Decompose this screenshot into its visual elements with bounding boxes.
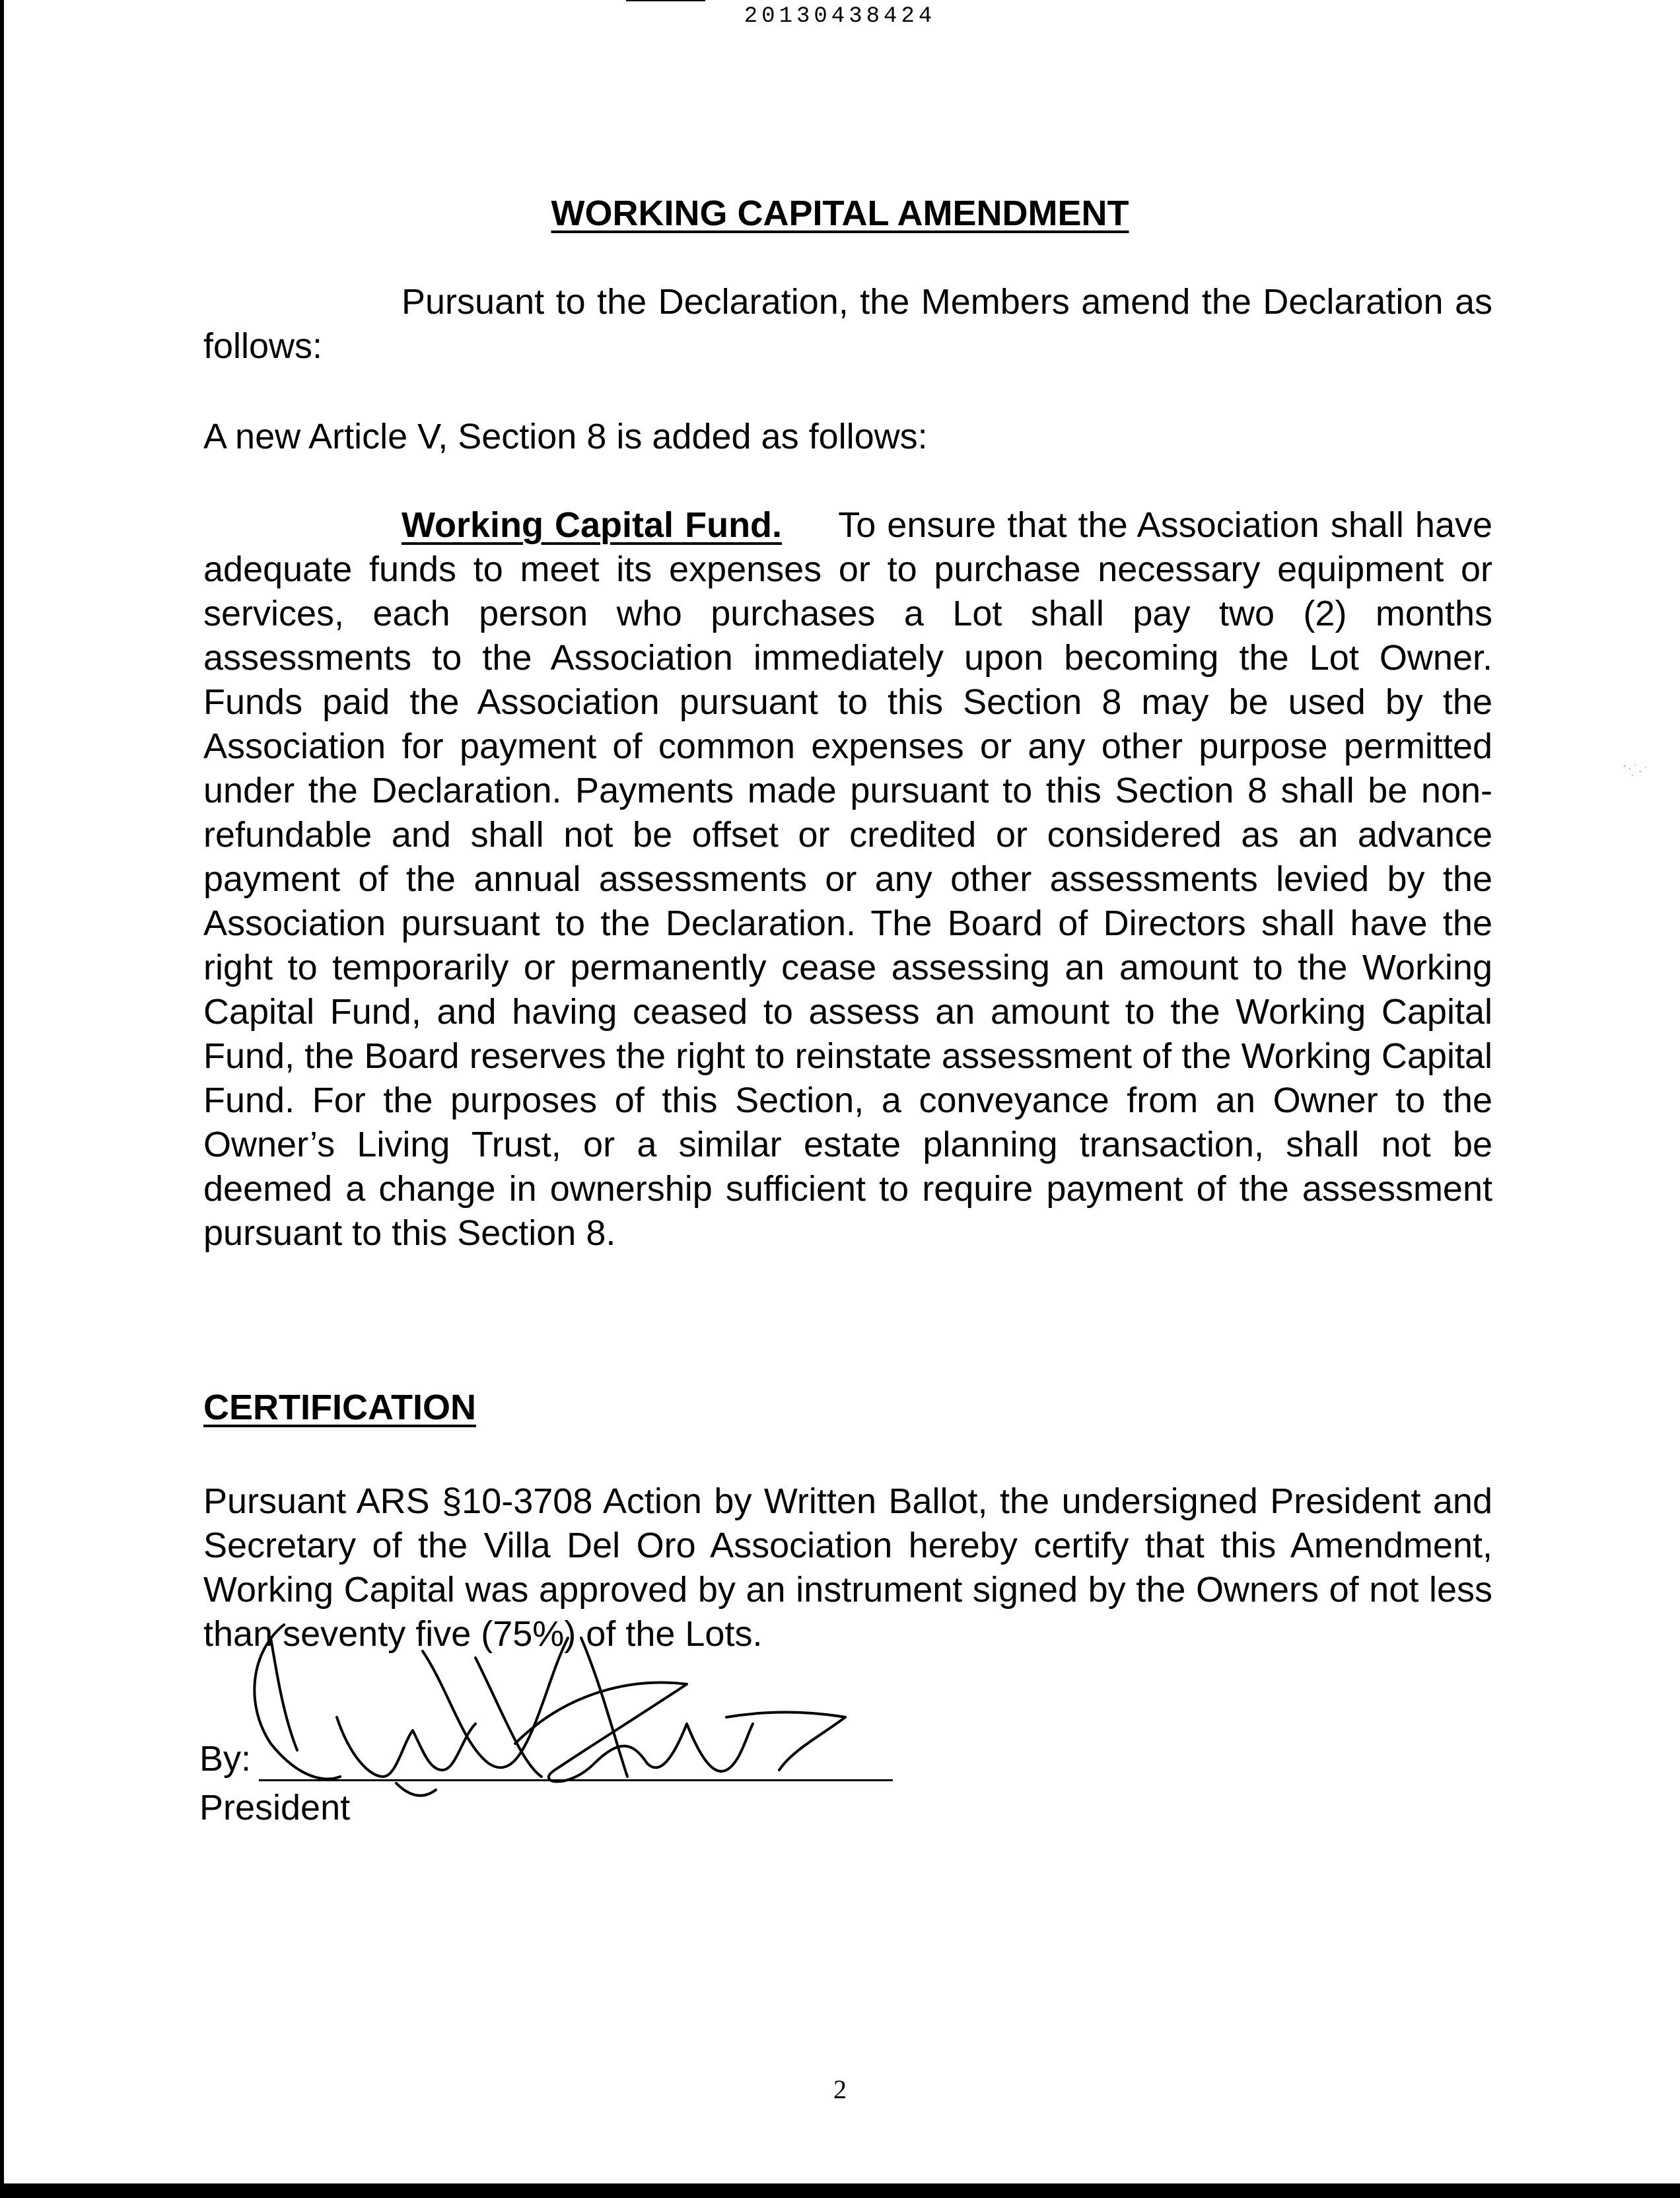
signer-title: President	[199, 1788, 351, 1827]
certification-paragraph: Pursuant ARS §10-3708 Action by Written Ballot, the undersigned President and Secretary of the Villa Del Oro Association hereby certify that this Amendment, Working Capital was approved by an instrument signed by the Owners of not less than seventy five (75%) of the Lots.	[203, 1481, 1492, 1654]
certification-heading: CERTIFICATION	[203, 1388, 476, 1427]
fund-paragraph	[203, 503, 1492, 1256]
by-label: By:	[199, 1739, 252, 1779]
fund-body: To ensure that the Association shall have adequate funds to meet its expenses or to purchase necessary equipment or services, each person who purchases a Lot shall pay two (2) months assessments to the Association immediately upon becoming the Lot Owner. Funds paid the Association pursuant to this Section 8 may be used by the Association for payment of common expenses or any other purpose permitted under the Declaration. Payments made pursuant to this Section 8 shall be non-refundable and shall not be offset or credited or considered as an advance payment of the annual assessments or any other assessments levied by the Association pursuant to the Declaration. The Board of Directors shall have the right to temporarily or permanently cease assessing an amount to the Working Capital Fund, and having ceased to assess an amount to the Working Capital Fund, the Board reserves the right to reinstate assessment of the Working Capital Fund. For the purposes of this Section, a conveyance from an Owner to the Owner’s Living Trust, or a similar estate planning transaction, shall not be deemed a change in ownership sufficient to require payment of the assessment pursuant to this Section 8.	[203, 505, 1493, 1253]
signature-icon	[225, 1612, 938, 1836]
recording-number: 20130438424	[744, 4, 936, 29]
fund-heading: Working Capital Fund.	[402, 505, 783, 545]
intro-paragraph: Pursuant to the Declaration, the Members amend the Declaration as follows:	[203, 282, 1492, 366]
doc-number-rule	[626, 0, 705, 1]
document-title: WORKING CAPITAL AMENDMENT	[551, 194, 1129, 233]
scan-bottom-edge	[0, 2183, 1680, 2198]
article-line: A new Article V, Section 8 is added as follows:	[203, 417, 928, 456]
scan-left-edge	[0, 0, 4, 2198]
page-number: 2	[833, 2074, 847, 2104]
scan-speck-icon	[1618, 760, 1658, 786]
fund-spacer	[782, 505, 838, 545]
